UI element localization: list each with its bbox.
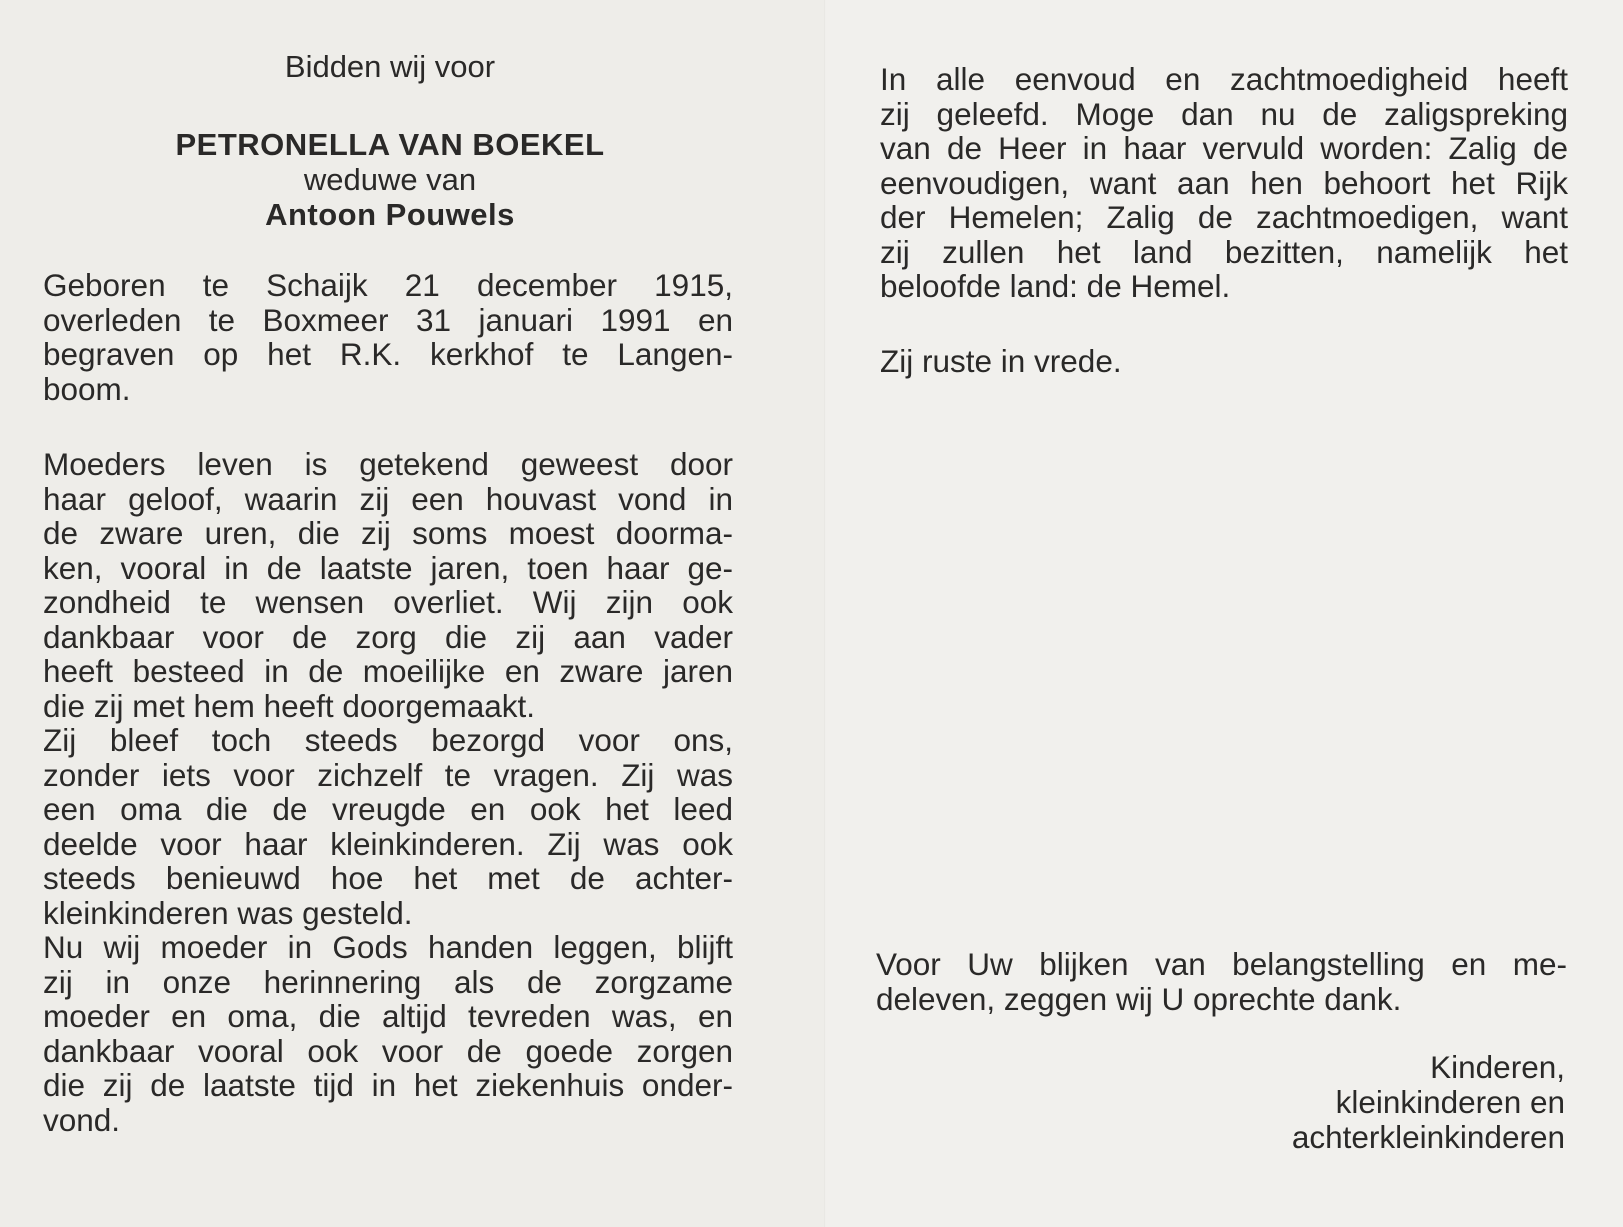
- paragraph-line: kleinkinderen was gesteld.: [43, 894, 413, 931]
- paragraph-line: Nu wij moeder in Gods handen leggen, blijft: [43, 929, 733, 965]
- paragraph-line: vond.: [43, 1101, 121, 1138]
- paragraph-line: zondheid te wensen overliet. Wij zijn ook: [43, 584, 733, 620]
- deceased-name: PETRONELLA VAN BOEKEL: [175, 127, 605, 162]
- paragraph-line: zij in onze herinnering als de zorgzame: [43, 963, 733, 1000]
- paragraph-line: die zij de laatste tijd in het ziekenhuis onder-: [43, 1067, 733, 1103]
- paragraph-line: die zij met hem heeft doorgemaakt.: [43, 687, 536, 724]
- paragraph-line: Zij bleef toch steeds bezorgd voor ons,: [43, 722, 733, 758]
- paragraph-line: steeds benieuwd hoe het met de achter-: [43, 860, 733, 896]
- paragraph-line: zonder iets voor zichzelf te vragen. Zij was: [43, 756, 733, 793]
- paragraph-line: Zij ruste in vrede.: [880, 343, 1122, 379]
- paragraph-line: deleven, zeggen wij U oprechte dank.: [876, 980, 1402, 1017]
- paragraph-line: begraven op het R.K. kerkhof te Langen-: [43, 336, 733, 372]
- paragraph-line: haar geloof, waarin zij een houvast vond in: [43, 480, 733, 517]
- rest-in-peace-line: [880, 344, 1568, 379]
- thanks-paragraph: [876, 947, 1567, 1016]
- signoff-line: kleinkinderen en: [1335, 1084, 1565, 1120]
- widow-of-line: weduwe van: [303, 162, 477, 197]
- paragraph-line: Moeders leven is getekend geweest door: [43, 446, 733, 482]
- paragraph-line: de zware uren, die zij soms moest doorma-: [43, 515, 733, 551]
- paragraph-line: een oma die de vreugde en ook het leed: [43, 791, 733, 827]
- paragraph-line: deelde voor haar kleinkinderen. Zij was ook: [43, 825, 733, 862]
- paragraph-line: boom.: [43, 370, 131, 407]
- beatitude-paragraph: [880, 62, 1568, 304]
- paragraph-line: overleden te Boxmeer 31 januari 1991 en: [43, 301, 733, 338]
- paragraph-line: zij geleefd. Moge dan nu de zaligspreking: [880, 95, 1568, 132]
- paragraph-line: zij zullen het land bezitten, namelijk het: [880, 233, 1568, 270]
- pray-line: Bidden wij voor: [284, 49, 496, 84]
- signoff-line: Kinderen,: [1430, 1049, 1565, 1085]
- paragraph-line: moeder en oma, die altijd tevreden was, en: [43, 998, 733, 1034]
- birth-paragraph: [43, 268, 733, 406]
- paragraph-line: dankbaar vooral ook voor de goede zorgen: [43, 1032, 733, 1069]
- paragraph-line: Geboren te Schaijk 21 december 1915,: [43, 267, 733, 303]
- paragraph-line: In alle eenvoud en zachtmoedigheid heeft: [880, 61, 1568, 97]
- family-signoff: [1065, 1050, 1565, 1155]
- signoff-line: achterkleinkinderen: [1291, 1119, 1565, 1155]
- paragraph-line: beloofde land: de Hemel.: [880, 268, 1231, 304]
- husband-name: Antoon Pouwels: [265, 197, 515, 232]
- life-paragraph: [43, 447, 733, 1137]
- paragraph-line: dankbaar voor de zorg die zij aan vader: [43, 618, 733, 655]
- paragraph-line: der Hemelen; Zalig de zachtmoedigen, want: [880, 199, 1568, 235]
- paragraph-line: van de Heer in haar vervuld worden: Zalig de: [880, 130, 1568, 166]
- paragraph-line: eenvoudigen, want aan hen behoort het Rijk: [880, 164, 1568, 201]
- paragraph-line: ken, vooral in de laatste jaren, toen haar ge-: [43, 549, 733, 586]
- paragraph-line: heeft besteed in de moeilijke en zware jaren: [43, 653, 733, 689]
- paragraph-line: Voor Uw blijken van belangstelling en me-: [876, 946, 1567, 982]
